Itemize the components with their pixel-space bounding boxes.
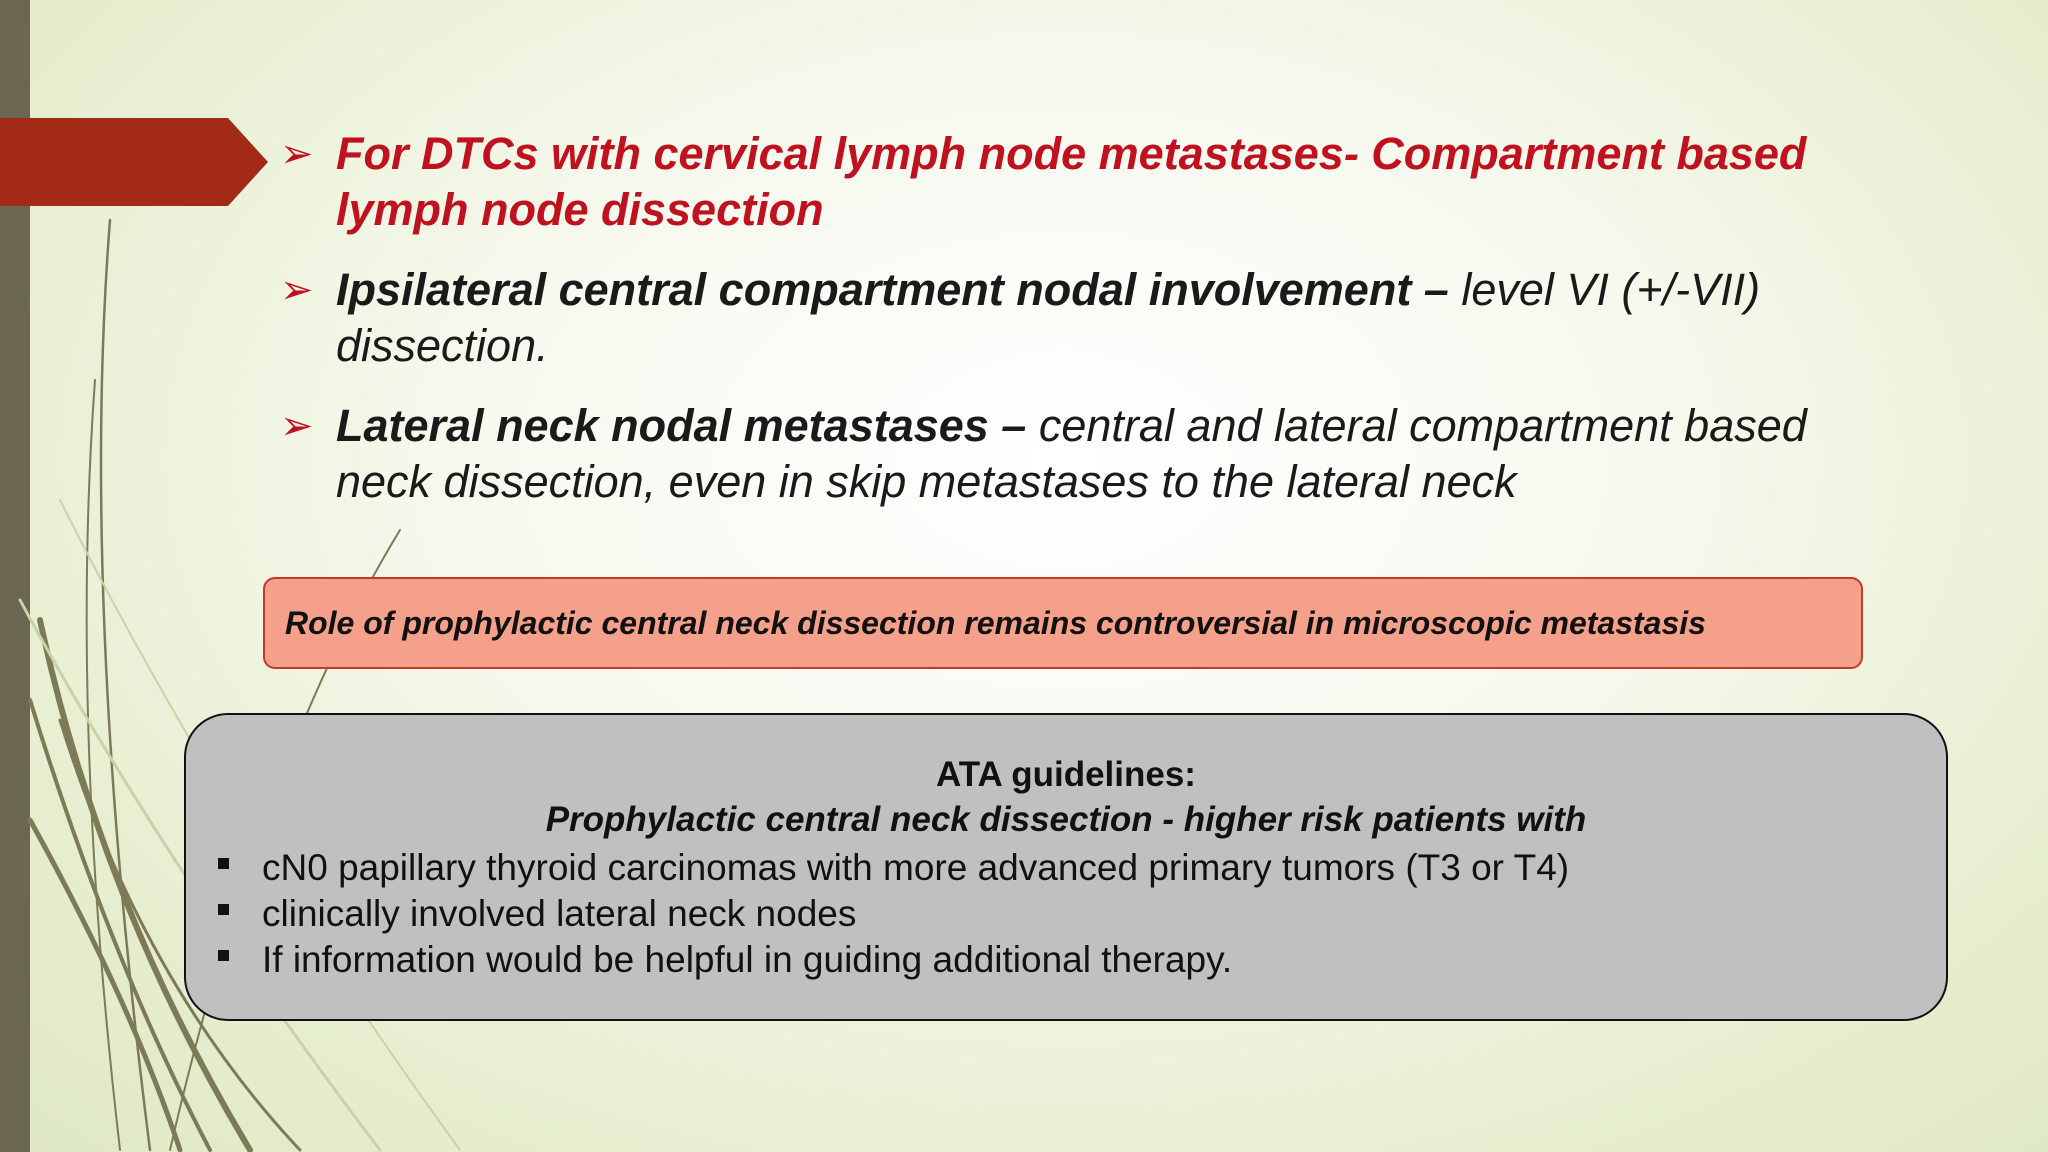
bullet-item-dtc xyxy=(280,126,1900,238)
ata-title: ATA guidelines: xyxy=(936,755,1196,794)
list-item xyxy=(214,891,1569,937)
list-item-text: clinically involved lateral neck nodes xyxy=(262,893,857,934)
ata-guidelines-box xyxy=(184,713,1948,1021)
bullet-text: level VI (+/-VII) dissection. xyxy=(336,264,1761,371)
square-bullet-icon xyxy=(218,950,229,961)
bullet-bold-text: Ipsilateral central compartment nodal involvement – xyxy=(336,264,1449,315)
arrow-bullet-icon: ➢ xyxy=(280,404,314,448)
arrow-bullet-icon: ➢ xyxy=(280,132,314,176)
arrow-bullet-icon: ➢ xyxy=(280,268,314,312)
list-item xyxy=(214,845,1569,891)
controversy-note-text: Role of prophylactic central neck dissection remains controversial in microscopic metastasis xyxy=(285,604,1706,641)
bullet-list xyxy=(280,126,1900,534)
square-bullet-icon xyxy=(218,858,229,869)
controversy-note-box xyxy=(263,577,1863,669)
ata-list xyxy=(214,845,1569,983)
bullet-item-lateral xyxy=(280,398,1900,510)
bullet-item-ipsilateral xyxy=(280,262,1900,374)
list-item-text: cN0 papillary thyroid carcinomas with more advanced primary tumors (T3 or T4) xyxy=(262,847,1570,888)
bullet-text: For DTCs with cervical lymph node metastases- Compartment based lymph node dissection xyxy=(336,128,1807,235)
bullet-text: central and lateral compartment based neck dissection, even in skip metastases to the lateral neck xyxy=(336,400,1807,507)
ata-subtitle: Prophylactic central neck dissection - higher risk patients with xyxy=(545,800,1587,839)
red-arrow-tab xyxy=(0,118,268,206)
bullet-bold-text: Lateral neck nodal metastases – xyxy=(336,400,1027,451)
list-item xyxy=(214,937,1569,983)
square-bullet-icon xyxy=(218,904,229,915)
list-item-text: If information would be helpful in guiding additional therapy. xyxy=(262,939,1233,980)
